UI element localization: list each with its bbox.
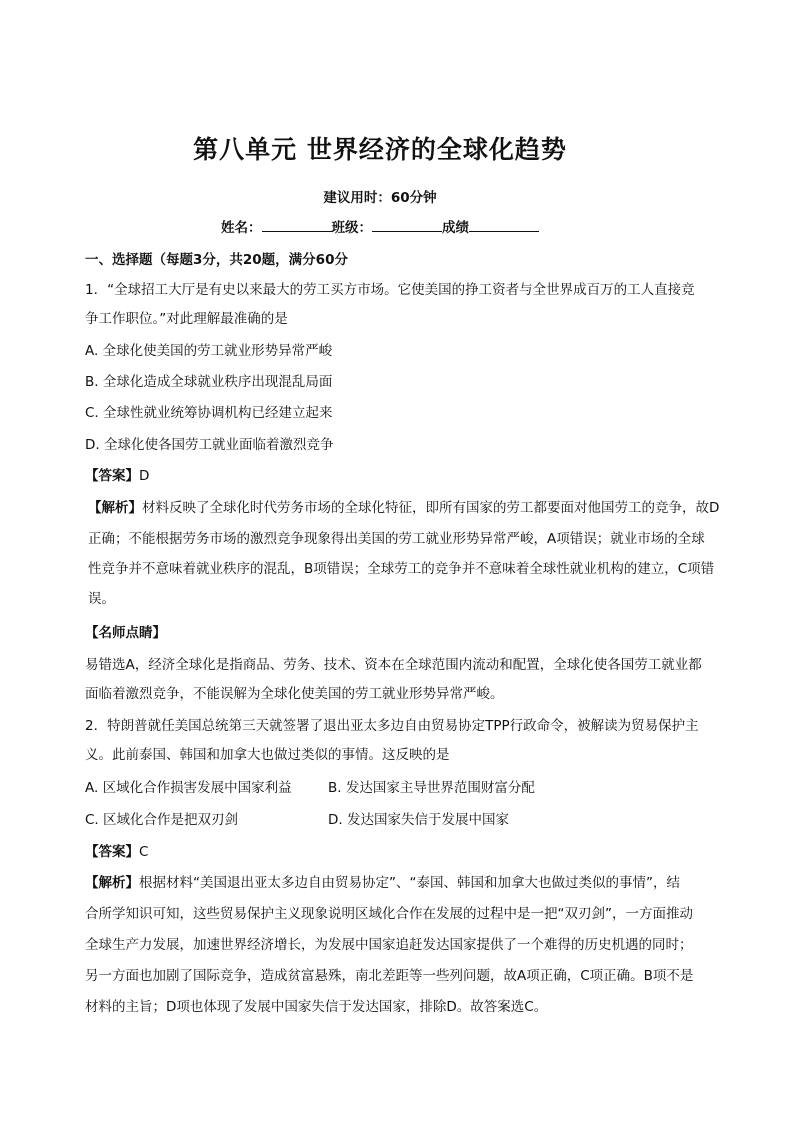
analysis-text: 材料反映了全球化时代劳务市场的全球化特征，即所有国家的劳工都要面对他国劳工的竞争，故D [142,500,720,516]
answer-tag: 【答案】 [85,844,139,860]
q1-answer [85,466,149,486]
student-info-line [0,216,760,236]
name-blank[interactable] [262,218,332,232]
q1-stem-line-2: 争工作职位。”对此理解最准确的是 [85,311,288,327]
q1-option-a: A. 全球化使美国的劳工就业形势异常严峻 [85,343,333,359]
q2-option-b: B. 发达国家主导世界范围财富分配 [328,780,535,796]
q2-analysis-line-5: 材料的主旨；D项也体现了发展中国家失信于发达国家，排除D。故答案选C。 [85,999,548,1015]
q1-analysis-line-3: 性竞争并不意味着就业秩序的混乱，B项错误；全球劳工的竞争并不意味着全球性就业机构的建立，C项错 [88,561,715,577]
analysis-text: 根据材料“美国退出亚太多边自由贸易协定”、“泰国、韩国和加拿大也做过类似的事情”，结 [139,875,680,891]
q2-analysis-line-1 [85,873,680,893]
analysis-tag: 【解析】 [85,875,139,891]
tip-tag: 【名师点睛】 [85,625,166,641]
q1-option-d: D. 全球化使各国劳工就业面临着激烈竞争 [85,437,334,453]
q2-option-c: C. 区域化合作是把双刃剑 [85,812,239,828]
class-label: 班级： [331,220,372,236]
score-blank[interactable] [469,218,539,232]
suggested-time: 建议用时：60分钟 [323,190,437,206]
answer-value: D [139,468,150,484]
q1-option-c: C. 全球性就业统筹协调机构已经建立起来 [85,405,333,421]
q2-analysis-line-3: 全球生产力发展，加速世界经济增长，为发展中国家追赶发达国家提供了一个难得的历史机遇的同时； [85,937,693,953]
q1-analysis-line-4: 误。 [88,591,115,607]
q2-analysis-line-4: 另一方面也加剧了国际竞争，造成贫富悬殊，南北差距等一些列问题，故A项正确，C项正确。B项不是 [85,968,694,984]
name-label: 姓名： [221,220,262,236]
answer-tag: 【答案】 [85,468,139,484]
q2-stem-line-2: 义。此前泰国、韩国和加拿大也做过类似的事情。这反映的是 [85,747,450,763]
score-label: 成绩 [442,220,469,236]
q1-option-b: B. 全球化造成全球就业秩序出现混乱局面 [85,374,333,390]
q1-analysis-line-1 [88,498,719,518]
q2-option-a: A. 区域化合作损害发展中国家利益 [85,780,292,796]
q2-stem-line-1: 2．特朗普就任美国总统第三天就签署了退出亚太多边自由贸易协定TPP行政命令，被解读为贸易保护主 [85,718,699,734]
q1-stem-line-1: 1．“全球招工大厅是有史以来最大的劳工买方市场。它使美国的挣工资者与全世界成百万的工人直接竞 [85,282,695,298]
answer-value: C [139,844,149,860]
q1-analysis-line-2: 正确；不能根据劳务市场的激烈竞争现象得出美国的劳工就业形势异常严峻，A项错误；就业市场的全球 [88,531,705,547]
q2-option-d: D. 发达国家失信于发展中国家 [328,812,509,828]
section-heading: 一、选择题（每题3分，共20题，满分60分 [85,252,348,268]
q2-analysis-line-2: 合所学知识可知，这些贸易保护主义现象说明区域化合作在发展的过程中是一把“双刃剑”，一方面推动 [85,906,693,922]
q1-tip-line-2: 面临着激烈竞争，不能误解为全球化使美国的劳工就业形势异常严峻。 [85,686,504,702]
analysis-tag: 【解析】 [88,500,142,516]
q2-answer [85,842,148,862]
class-blank[interactable] [372,218,442,232]
q1-tip-line-1: 易错选A，经济全球化是指商品、劳务、技术、资本在全球范围内流动和配置，全球化使各国劳工就业都 [85,657,702,673]
q1-tip-tag [85,623,166,643]
page-title: 第八单元 世界经济的全球化趋势 [193,135,567,164]
